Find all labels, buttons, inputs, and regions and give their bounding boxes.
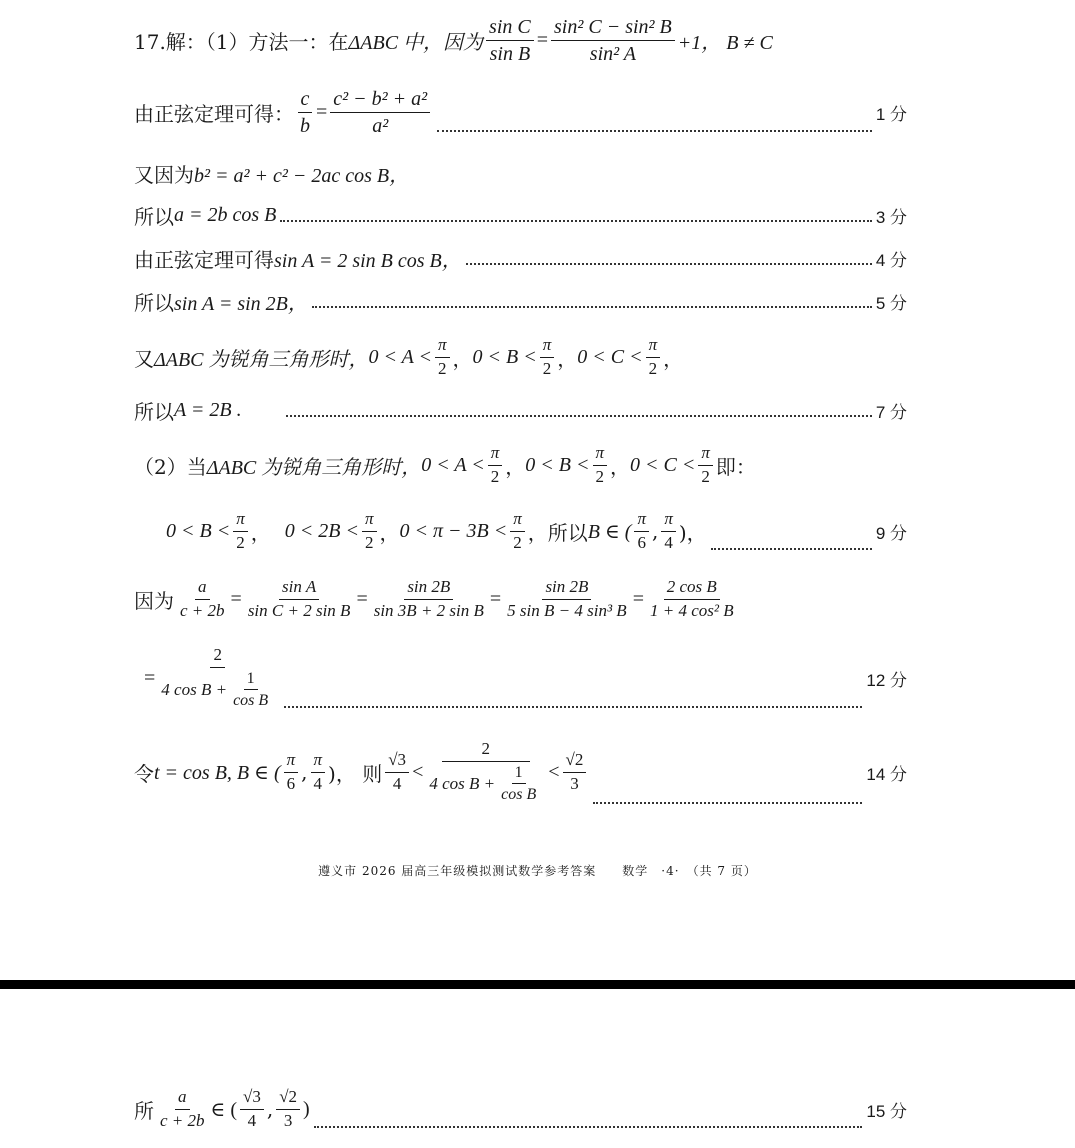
line2-label: 由正弦定理可得： <box>134 101 294 126</box>
line-4: 所以 a = 2b cos B 3 分 <box>134 203 907 229</box>
line-5: 由正弦定理可得 sin A = 2 sin B cos B， 4 分 <box>134 247 907 272</box>
leader-dots <box>280 220 871 222</box>
line-7: 又 ΔABC 为锐角三角形时， 0 < A < $\frac{\pi}{2}$ ， 0 < B < $\frac{\pi}{2}$ ， 0 < C < $\frac{\pi}{2}$ ， <box>134 334 684 378</box>
fraction-sinC-sinB: $\frac{\text{sin C}}{\text{sin B}}$ <box>486 16 534 65</box>
score-label: 7 分 <box>875 402 907 422</box>
score-label: 12 分 <box>866 670 907 690</box>
score-label: 3 分 <box>875 207 907 227</box>
line1-triangle: ΔABC 中，因为 <box>348 31 484 54</box>
line-11: 因为 $\frac{a}{c + 2b}$ = $\frac{\text{sin A}}{\text{sin C + 2 sin B}}$ = $\frac{\sin 2B}{\text{sin 3B + 2 sin B}}$ = $\frac{\sin 2B}{\text{5 sin B − 4 sin³ B}}$ = $\frac{\text{2 cos B}}{\text{1 + 4 cos² B}}$ <box>134 576 734 620</box>
line1-label: 17.解：（1）方法一：在 <box>134 29 349 54</box>
line-1: 17.解：（1）方法一：在 ΔABC 中，因为 $\frac{\text{sin C}}{\text{sin B}}$ = $\frac{\text{sin² C − sin² B}}{\text{sin² A}}$ +1， B ≠ C <box>134 15 773 65</box>
line-6: 所以 sin A = sin 2B， 5 分 <box>134 290 907 315</box>
page-separator <box>0 980 1075 989</box>
leader-dots <box>466 263 872 265</box>
line-9: （2）当 ΔABC 为锐角三角形时， 0 < A < $\frac{\pi}{2}$ ， 0 < B < $\frac{\pi}{2}$ ， 0 < C < $\frac{\pi}{2}$ 即： <box>134 442 756 486</box>
score-label: 1 分 <box>875 104 907 124</box>
page-footer: 遵义市 2026 届高三年级模拟测试数学参考答案 数学 ·4· （共 7 页） <box>318 864 757 878</box>
line-13: 令 t = cos B, B ∈ ( $\frac{\pi}{6}$ , $\frac{\pi}{4}$ )， 则 $\frac{√3}{4}$ < 2 4 cos B + $\frac{1}{\text{cos B}}$ < $\frac{√2}{3}$ 14 分 <box>134 739 907 804</box>
leader-dots <box>314 1126 863 1128</box>
leader-dots <box>312 306 872 308</box>
line-2: 由正弦定理可得： $\frac{c}{b}$ = $\frac{\text{c² − b² + a²}}{\text{a²}}$ 1 分 <box>134 87 907 137</box>
line-8: 所以 A = 2B . 7 分 <box>134 398 907 424</box>
score-label: 15 分 <box>866 1101 907 1121</box>
leader-dots <box>284 706 862 708</box>
score-label: 5 分 <box>875 293 907 313</box>
line-3: 又因为 b² = a² + c² − 2ac cos B， <box>134 162 410 187</box>
leader-dots <box>711 548 872 550</box>
line-10: 0 < B < $\frac{\pi}{2}$ ， 0 < 2B < $\frac{\pi}{2}$ ， 0 < π − 3B < $\frac{\pi}{2}$ ，所以 B ∈ ( $\frac{\pi}{6}$ , $\frac{\pi}{4}$ )， 9 分 <box>166 508 907 552</box>
score-label: 9 分 <box>875 523 907 543</box>
line-12: = 2 4 cos B + $\frac{1}{\text{cos B}}$ 12 分 <box>144 645 907 710</box>
score-label: 14 分 <box>866 764 907 784</box>
leader-dots <box>593 802 862 804</box>
leader-dots <box>437 130 872 132</box>
fraction-c-b: $\frac{c}{b}$ <box>297 88 313 137</box>
leader-dots <box>286 415 872 417</box>
fraction-cosine-law: $\frac{\text{c² − b² + a²}}{\text{a²}}$ <box>330 88 430 137</box>
line-14: 所 $\frac{a}{c + 2b}$ ∈ ( $\frac{√3}{4}$ , $\frac{√2}{3}$ ) 15 分 <box>134 1086 907 1130</box>
score-label: 4 分 <box>875 250 907 270</box>
fraction-sin2-diff: $\frac{\text{sin² C − sin² B}}{\text{sin² A}}$ <box>551 16 675 65</box>
